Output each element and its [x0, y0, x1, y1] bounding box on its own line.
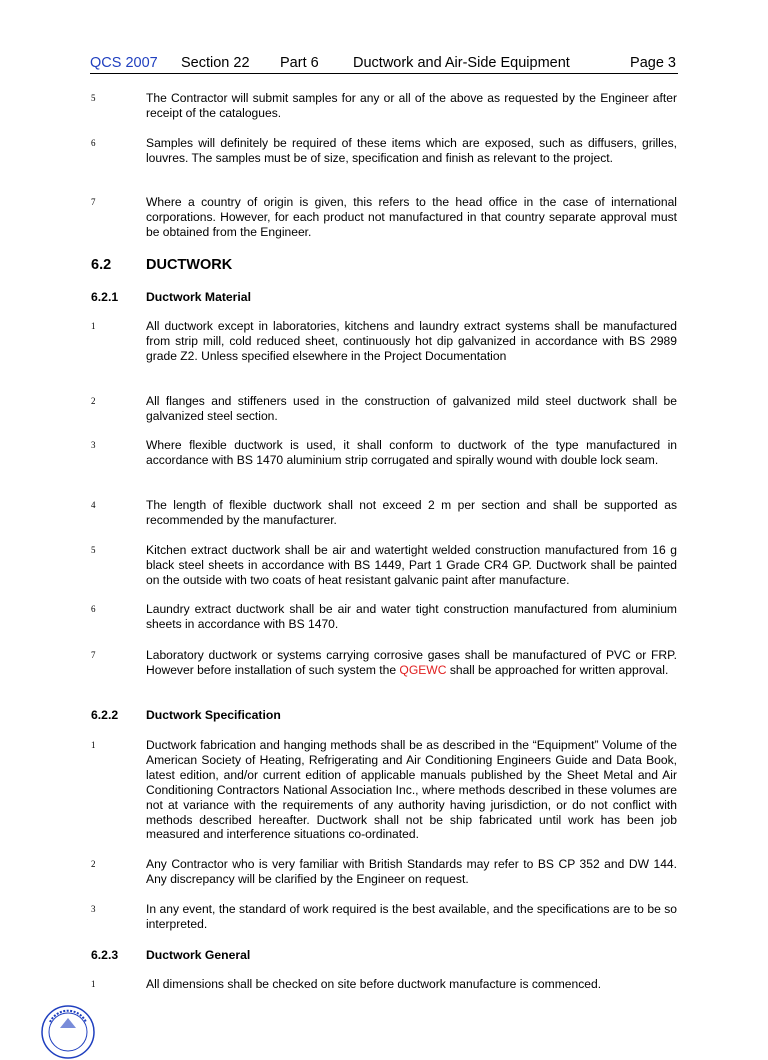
qatar-seal-logo [40, 1004, 96, 1060]
qgewc-link[interactable]: QGEWC [399, 662, 447, 677]
paragraph-number: 5 [91, 545, 96, 555]
paragraph-text: Any Contractor who is very familiar with British Standards may refer to BS CP 352 and DW 144. Any discrepancy will be clarified by the Engineer on request. [146, 857, 677, 886]
paragraph-number: 7 [91, 197, 96, 207]
section-title: DUCTWORK [146, 257, 233, 273]
paragraph-text: Samples will definitely be required of these items which are exposed, such as diffusers, grilles, louvres. The samples must be of size, specification and finish as relevant to the project. [146, 136, 677, 165]
paragraph-number: 1 [91, 979, 96, 989]
paragraph-text: The length of flexible ductwork shall not exceed 2 m per section and shall be supported as recommended by the manufacturer. [146, 498, 677, 527]
paragraph-text [146, 648, 677, 678]
subsection-title: Ductwork General [146, 948, 251, 962]
paragraph-text: All flanges and stiffeners used in the construction of galvanized mild steel ductwork shall be galvanized steel section. [146, 394, 677, 423]
paragraph-text: Laundry extract ductwork shall be air and water tight construction manufactured from aluminium sheets in accordance with BS 1470. [146, 602, 677, 631]
section-number: 6.2 [91, 257, 112, 273]
paragraph-text: Kitchen extract ductwork shall be air and watertight welded construction manufactured from 16 g black steel sheets in accordance with BS 1449, Part 1 Grade CR4 GP. Ductwork shall be painted on the outside with two coats of heat resistant galvanic paint after manufacture. [146, 543, 677, 587]
subsection-number: 6.2.2 [91, 708, 119, 722]
paragraph-text: Where a country of origin is given, this refers to the head office in the case of international corporations. However, for each product not manufactured in that country separate approval must be obtained from the Engineer. [146, 195, 677, 239]
paragraph-text: Ductwork fabrication and hanging methods shall be as described in the “Equipment” Volume of the American Society of Heating, Refrigerating and Air Conditioning Engineers Guide and Data Book, latest edition, and/or current edition of applicable manuals published by the Sheet Metal and Air Conditioning Contractors National Association Inc., where methods described in these volumes are not at variance with the requirements of any authority having jurisdiction, or do not conflict with methods described hereafter. Ductwork shall not be ship fabricated until work has been job measured and interference situations co-ordinated. [146, 738, 677, 842]
header-code: QCS 2007 [90, 55, 158, 71]
subsection-heading [91, 289, 251, 305]
subsection-heading [91, 707, 281, 723]
section-heading [91, 256, 233, 274]
subsection-title: Ductwork Material [146, 290, 251, 304]
paragraph-number: 7 [91, 650, 96, 660]
paragraph-number: 3 [91, 904, 96, 914]
paragraph-number: 6 [91, 604, 96, 614]
page-header [90, 53, 678, 74]
header-part: Part 6 [280, 55, 319, 71]
paragraph-text-part: Laboratory ductwork or systems carrying corrosive gases shall be manufactured of PVC or FRP. However before installation of such system the [146, 648, 677, 677]
paragraph-number: 3 [91, 440, 96, 450]
subsection-number: 6.2.3 [91, 948, 119, 962]
paragraph-number: 1 [91, 321, 96, 331]
paragraph-text: Where flexible ductwork is used, it shall conform to ductwork of the type manufactured in accordance with BS 1470 aluminium strip corrugated and spirally wound with double lock seam. [146, 438, 677, 467]
subsection-title: Ductwork Specification [146, 708, 281, 722]
paragraph-text: All dimensions shall be checked on site before ductwork manufacture is commenced. [146, 977, 602, 991]
paragraph-text: The Contractor will submit samples for any or all of the above as requested by the Engineer after receipt of the catalogues. [146, 91, 677, 120]
header-title: Ductwork and Air-Side Equipment [353, 55, 570, 71]
subsection-number: 6.2.1 [91, 290, 119, 304]
paragraph-number: 2 [91, 396, 96, 406]
header-page-number: Page 3 [630, 55, 676, 71]
paragraph-number: 2 [91, 859, 96, 869]
paragraph-number: 1 [91, 740, 96, 750]
paragraph-number: 5 [91, 93, 96, 103]
paragraph-number: 6 [91, 138, 96, 148]
paragraph-number: 4 [91, 500, 96, 510]
paragraph-text: All ductwork except in laboratories, kitchens and laundry extract systems shall be manufactured from strip mill, cold reduced sheet, continuously hot dip galvanized in accordance with BS 2989 grade Z2. Unless specified elsewhere in the Project Documentation [146, 319, 677, 363]
paragraph-text-part: shall be approached for written approval. [446, 662, 669, 677]
paragraph-text: In any event, the standard of work required is the best available, and the specifications are to be so interpreted. [146, 902, 677, 931]
header-section: Section 22 [181, 55, 250, 71]
subsection-heading [91, 947, 251, 963]
